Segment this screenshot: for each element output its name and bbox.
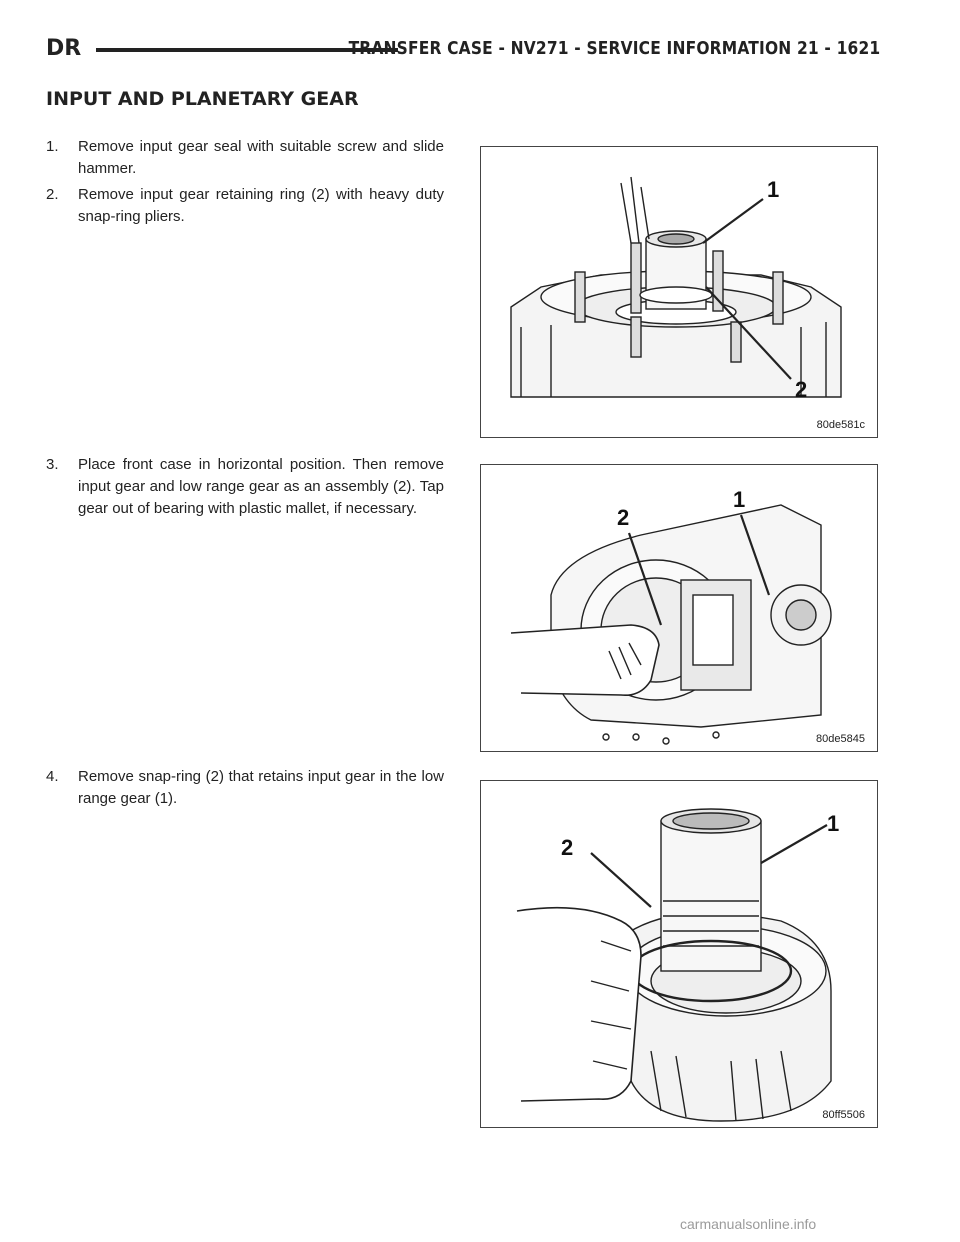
figure-input-gear-assembly	[480, 464, 878, 752]
step-number: 4.	[46, 768, 59, 785]
page-header	[46, 36, 880, 66]
step-number: 3.	[46, 456, 59, 473]
callout-2: 2	[561, 835, 574, 860]
step-4	[46, 766, 444, 810]
step-text: Place front case in horizontal position. Then remove input gear and low range gear as an assembly (2). Tap gear out of bearing with plastic mallet, if necessary.	[78, 456, 444, 517]
figure-code: 80de5845	[816, 733, 865, 745]
step-text: Remove input gear seal with suitable screw and slide hammer.	[78, 138, 444, 177]
header-section-code: DR	[46, 36, 82, 61]
figure-illustration	[481, 465, 877, 751]
figure-illustration	[481, 781, 877, 1127]
step-3	[46, 454, 444, 520]
step-number: 1.	[46, 138, 59, 155]
step-number: 2.	[46, 186, 59, 203]
watermark: carmanualsonline.info	[680, 1216, 817, 1232]
step-text: Remove snap-ring (2) that retains input gear in the low range gear (1).	[78, 768, 444, 807]
callout-2: 2	[617, 505, 630, 530]
callout-1: 1	[827, 811, 840, 836]
step-text: Remove input gear retaining ring (2) with heavy duty snap-ring pliers.	[78, 186, 444, 225]
callout-2: 2	[795, 377, 808, 402]
header-title: TRANSFER CASE - NV271 - SERVICE INFORMATION 21 - 1621	[348, 38, 880, 59]
figure-snap-ring-removal	[480, 780, 878, 1128]
callout-1: 1	[733, 487, 746, 512]
figure-code: 80de581c	[816, 419, 865, 431]
figure-input-gear-seal	[480, 146, 878, 438]
callout-1: 1	[767, 177, 780, 202]
figure-code: 80ff5506	[822, 1109, 865, 1121]
figure-illustration	[481, 147, 877, 437]
step-2	[46, 184, 444, 228]
step-1	[46, 136, 444, 180]
section-title: INPUT AND PLANETARY GEAR	[46, 88, 359, 110]
